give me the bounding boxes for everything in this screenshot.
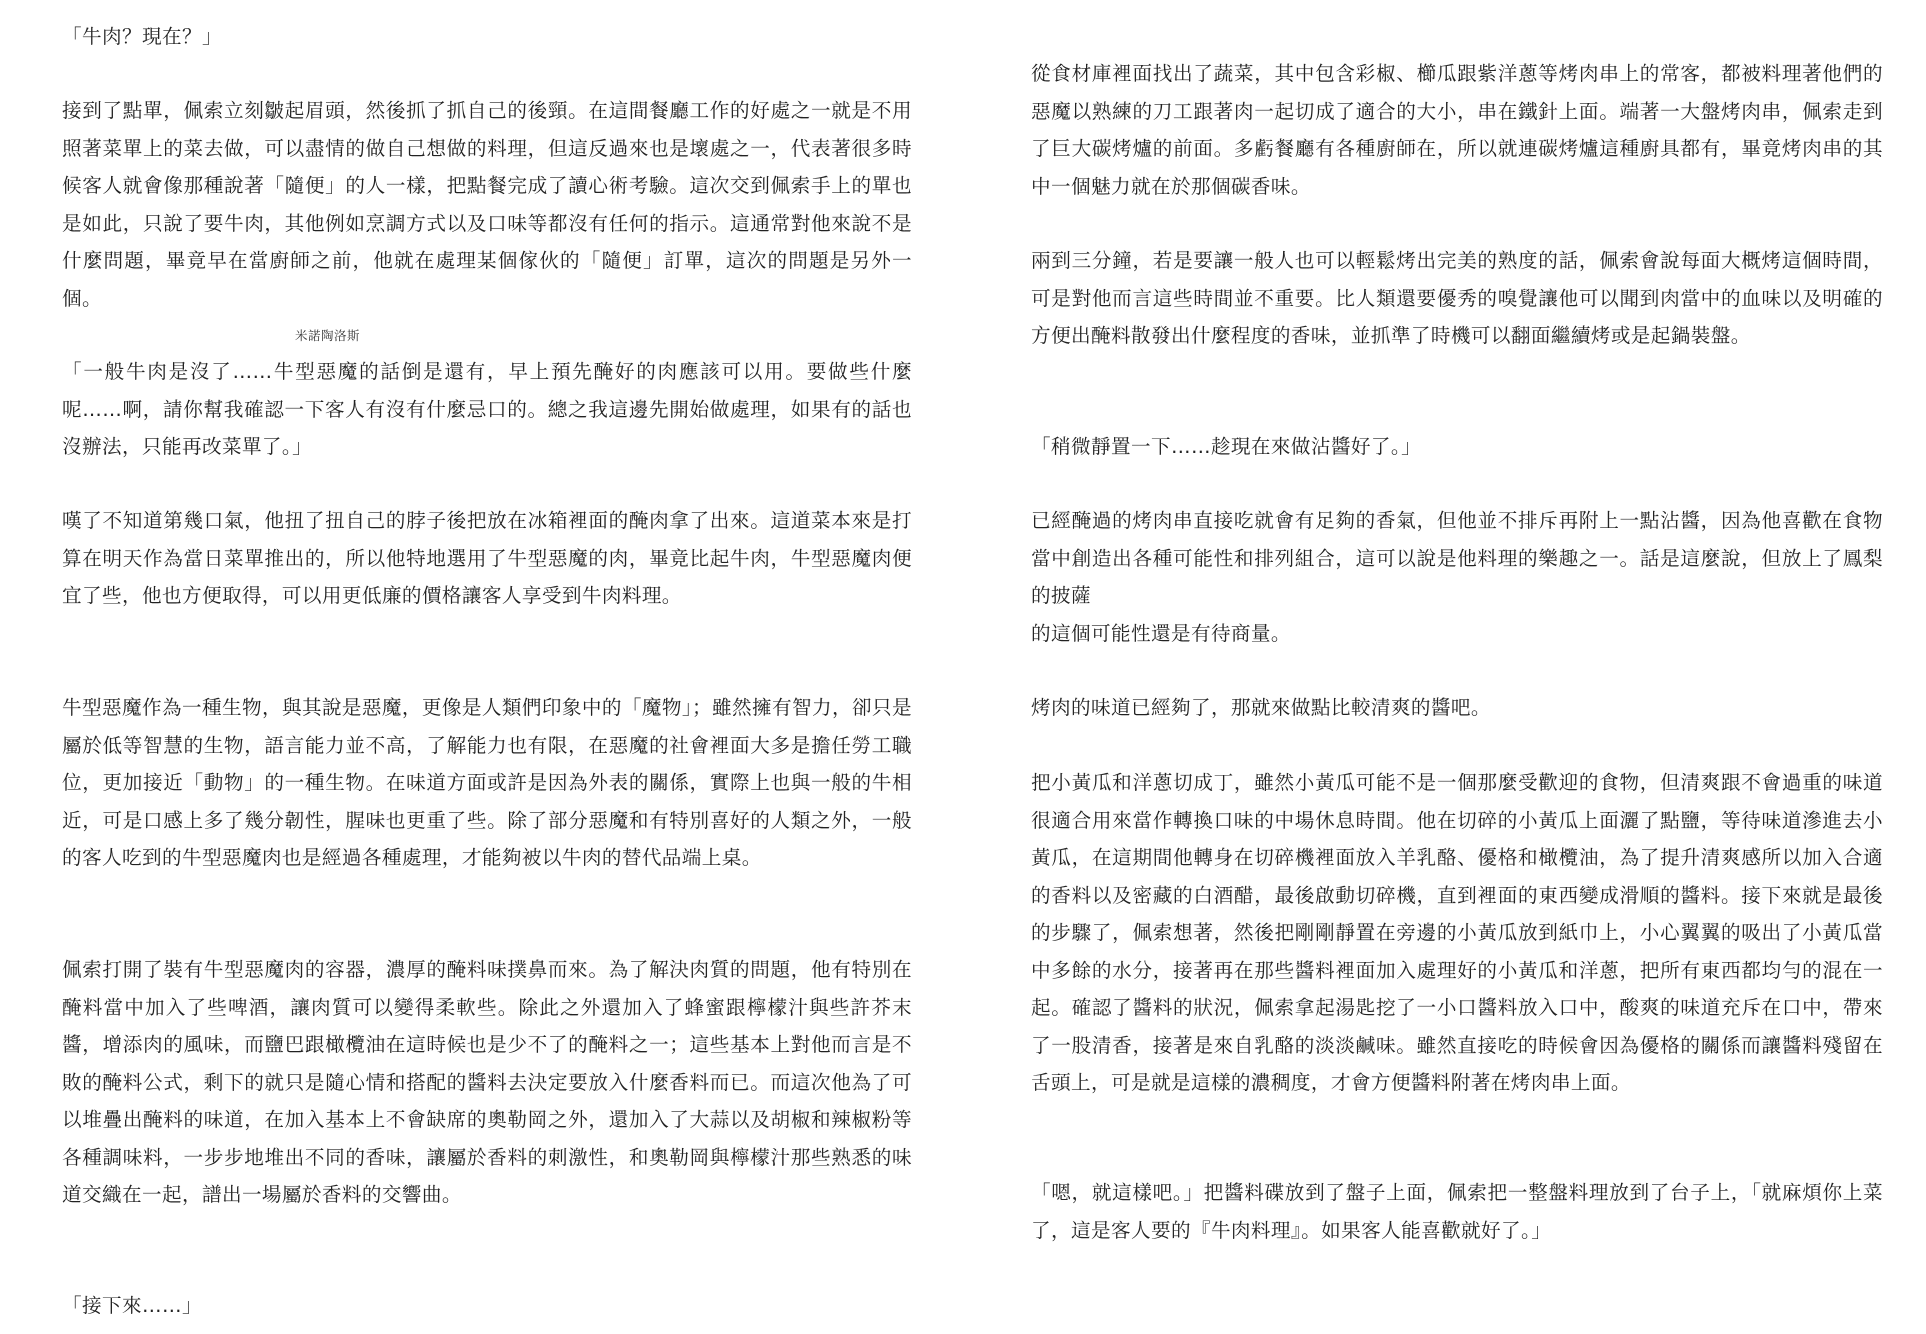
left-paragraph-4: 嘆了不知道第幾口氣，他扭了扭自己的脖子後把放在冰箱裡面的醃肉拿了出來。這道菜本來是打算在明天作為當日菜單推出的，所以他特地選用了牛型惡魔的肉，畢竟比起牛肉，牛型惡魔肉便宜了些，他也方便取得，可以用更低廉的價格讓客人享受到牛肉料理。 [62,509,912,607]
left-paragraph-3: 「一般牛肉是沒了……牛型惡魔的話倒是還有，早上預先醃好的肉應該可以用。要做些什麼呢……啊，請你幫我確認一下客人有沒有什麼忌口的。總之我這邊先開始做處理，如果有的話也沒辦法，只能再改菜單了。」 [62,360,912,458]
right-paragraph-2: 兩到三分鐘，若是要讓一般人也可以輕鬆烤出完美的熟度的話，佩索會說每面大概烤這個時間，可是對他而言這些時間並不重要。比人類還要優秀的嗅覺讓他可以聞到肉當中的血味以及明確的方便出醃料散發出什麼程度的香味，並抓準了時機可以翻面繼續烤或是起鍋裝盤。 [1031,249,1883,347]
right-paragraph-5: 烤肉的味道已經夠了，那就來做點比較清爽的醬吧。 [1031,696,1491,719]
ruby-annotation: 米諾陶洛斯 [295,328,361,343]
right-paragraph-4a: 已經醃過的烤肉串直接吃就會有足夠的香氣，但他並不排斥再附上一點沾醬，因為他喜歡在食物當中創造出各種可能性和排列組合，這可以說是他料理的樂趣之一。話是這麼說，但放上了鳳梨的披薩 [1031,509,1883,607]
left-paragraph-7: 「接下來……」 [62,1294,202,1317]
left-paragraph-1: 「牛肉？現在？」 [62,25,222,48]
left-paragraph-2: 接到了點單，佩索立刻皺起眉頭，然後抓了抓自己的後頸。在這間餐廳工作的好處之一就是不用照著菜單上的菜去做，可以盡情的做自己想做的料理，但這反過來也是壞處之一，代表著很多時候客人就會像那種說著「隨便」的人一樣，把點餐完成了讀心術考驗。這次交到佩索手上的單也是如此，只說了要牛肉，其他例如烹調方式以及口味等都沒有任何的指示。這通常對他來說不是什麼問題，畢竟早在當廚師之前，他就在處理某個傢伙的「隨便」訂單，這次的問題是另外一個。 [62,99,912,310]
right-paragraph-3: 「稍微靜置一下……趁現在來做沾醬好了。」 [1031,435,1422,458]
left-paragraph-5: 牛型惡魔作為一種生物，與其說是惡魔，更像是人類們印象中的「魔物」；雖然擁有智力，卻只是屬於低等智慧的生物，語言能力並不高，了解能力也有限，在惡魔的社會裡面大多是擔任勞工職位，更加接近「動物」的一種生物。在味道方面或許是因為外表的關係，實際上也與一般的牛相近，可是口感上多了幾分韌性，腥味也更重了些。除了部分惡魔和有特別喜好的人類之外，一般的客人吃到的牛型惡魔肉也是經過各種處理，才能夠被以牛肉的替代品端上桌。 [62,696,912,869]
right-paragraph-1: 從食材庫裡面找出了蔬菜，其中包含彩椒、櫛瓜跟紫洋蔥等烤肉串上的常客，都被料理著他們的惡魔以熟練的刀工跟著肉一起切成了適合的大小，串在鐵針上面。端著一大盤烤肉串，佩索走到了巨大碳烤爐的前面。多虧餐廳有各種廚師在，所以就連碳烤爐這種廚具都有，畢竟烤肉串的其中一個魅力就在於那個碳香味。 [1031,62,1883,198]
right-paragraph-4b: 的這個可能性還是有待商量。 [1031,622,1291,645]
left-paragraph-6: 佩索打開了裝有牛型惡魔肉的容器，濃厚的醃料味撲鼻而來。為了解決肉質的問題，他有特別在醃料當中加入了些啤酒，讓肉質可以變得柔軟些。除此之外還加入了蜂蜜跟檸檬汁與些許芥末醬，增添肉的風味，而鹽巴跟橄欖油在這時候也是少不了的醃料之一；這些基本上對他而言是不敗的醃料公式，剩下的就只是隨心情和搭配的醬料去決定要放入什麼香料而已。而這次他為了可以堆疊出醃料的味道，在加入基本上不會缺席的奧勒岡之外，還加入了大蒜以及胡椒和辣椒粉等各種調味料，一步步地堆出不同的香味，讓屬於香料的刺激性，和奧勒岡與檸檬汁那些熟悉的味道交織在一起，譜出一場屬於香料的交響曲。 [62,958,912,1206]
right-paragraph-7: 「嗯，就這樣吧。」把醬料碟放到了盤子上面，佩索把一整盤料理放到了台子上，「就麻煩你上菜了，這是客人要的『牛肉料理』。如果客人能喜歡就好了。」 [1031,1181,1883,1242]
right-paragraph-6: 把小黃瓜和洋蔥切成丁，雖然小黃瓜可能不是一個那麼受歡迎的食物，但清爽跟不會過重的味道很適合用來當作轉換口味的中場休息時間。他在切碎的小黃瓜上面灑了點鹽，等待味道滲進去小黃瓜，在這期間他轉身在切碎機裡面放入羊乳酪、優格和橄欖油，為了提升清爽感所以加入合適的香料以及密藏的白酒醋，最後啟動切碎機，直到裡面的東西變成滑順的醬料。接下來就是最後的步驟了，佩索想著，然後把剛剛靜置在旁邊的小黃瓜放到紙巾上，小心翼翼的吸出了小黃瓜當中多餘的水分，接著再在那些醬料裡面加入處理好的小黃瓜和洋蔥，把所有東西都均勻的混在一起。確認了醬料的狀況，佩索拿起湯匙挖了一小口醬料放入口中，酸爽的味道充斥在口中，帶來了一股清香，接著是來自乳酪的淡淡鹹味。雖然直接吃的時候會因為優格的關係而讓醬料殘留在舌頭上，可是就是這樣的濃稠度，才會方便醬料附著在烤肉串上面。 [1031,771,1883,1094]
